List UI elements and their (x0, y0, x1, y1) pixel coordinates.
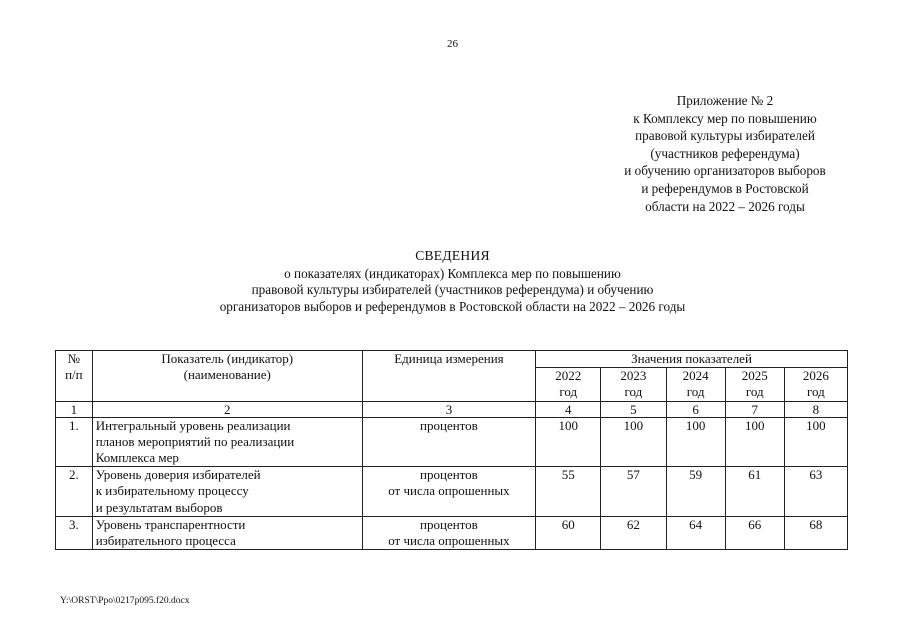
appendix-line: (участников референдума) (650, 145, 800, 161)
appendix-line: и референдумов в Ростовской (641, 180, 809, 196)
column-number: 5 (601, 401, 666, 417)
row-indicator: Уровень транспарентности избирательного процесса (92, 516, 362, 549)
column-number: 2 (92, 401, 362, 417)
header-num: № п/п (56, 351, 93, 402)
row-value: 59 (666, 467, 725, 517)
row-value: 60 (536, 516, 601, 549)
header-year: 2022 год (536, 368, 601, 401)
row-value: 62 (601, 516, 666, 549)
document-heading (0, 248, 905, 315)
column-numbers-row (56, 401, 848, 417)
row-value: 61 (725, 467, 784, 517)
file-path: Y:\ORST\Ppo\0217p095.f20.docx (60, 596, 190, 606)
header-values-group: Значения показателей (536, 351, 848, 368)
row-value: 100 (725, 417, 784, 467)
row-value: 57 (601, 467, 666, 517)
row-value: 68 (784, 516, 847, 549)
row-unit: процентов (362, 417, 535, 467)
column-number: 3 (362, 401, 535, 417)
appendix-line: к Комплексу мер по повышению (633, 110, 817, 126)
header-year: 2026 год (784, 368, 847, 401)
row-unit: процентов от числа опрошенных (362, 516, 535, 549)
appendix-line: области на 2022 – 2026 годы (645, 198, 805, 214)
column-number: 7 (725, 401, 784, 417)
appendix-line: правовой культуры избирателей (635, 128, 815, 144)
row-value: 100 (666, 417, 725, 467)
row-value: 55 (536, 467, 601, 517)
document-title: СВЕДЕНИЯ (415, 248, 490, 263)
row-num: 2. (56, 467, 93, 517)
appendix-block (600, 92, 850, 215)
column-number: 1 (56, 401, 93, 417)
header-indicator: Показатель (индикатор) (наименование) (92, 351, 362, 402)
page-number: 26 (447, 38, 458, 50)
column-number: 6 (666, 401, 725, 417)
table-row (56, 467, 848, 517)
heading-line: правовой культуры избирателей (участников референдума) и обучению (251, 282, 654, 297)
row-indicator: Интегральный уровень реализации планов мероприятий по реализации Комплекса мер (92, 417, 362, 467)
header-year: 2024 год (666, 368, 725, 401)
row-value: 100 (601, 417, 666, 467)
row-value: 63 (784, 467, 847, 517)
row-num: 3. (56, 516, 93, 549)
column-number: 4 (536, 401, 601, 417)
row-num: 1. (56, 417, 93, 467)
header-year: 2025 год (725, 368, 784, 401)
row-unit: процентов от числа опрошенных (362, 467, 535, 517)
heading-line: о показателях (индикаторах) Комплекса мер по повышению (284, 265, 621, 281)
header-unit: Единица измерения (362, 351, 535, 402)
table-row (56, 516, 848, 549)
header-year: 2023 год (601, 368, 666, 401)
indicators-table (55, 350, 848, 550)
row-value: 66 (725, 516, 784, 549)
appendix-line: и обучению организаторов выборов (624, 163, 826, 179)
row-value: 100 (536, 417, 601, 467)
heading-line: организаторов выборов и референдумов в Ростовской области на 2022 – 2026 годы (219, 298, 686, 314)
table-header-row (56, 351, 848, 368)
row-value: 64 (666, 516, 725, 549)
appendix-line: Приложение № 2 (676, 93, 774, 108)
row-indicator: Уровень доверия избирателей к избирательному процессу и результатам выборов (92, 467, 362, 517)
table-row (56, 417, 848, 467)
column-number: 8 (784, 401, 847, 417)
row-value: 100 (784, 417, 847, 467)
